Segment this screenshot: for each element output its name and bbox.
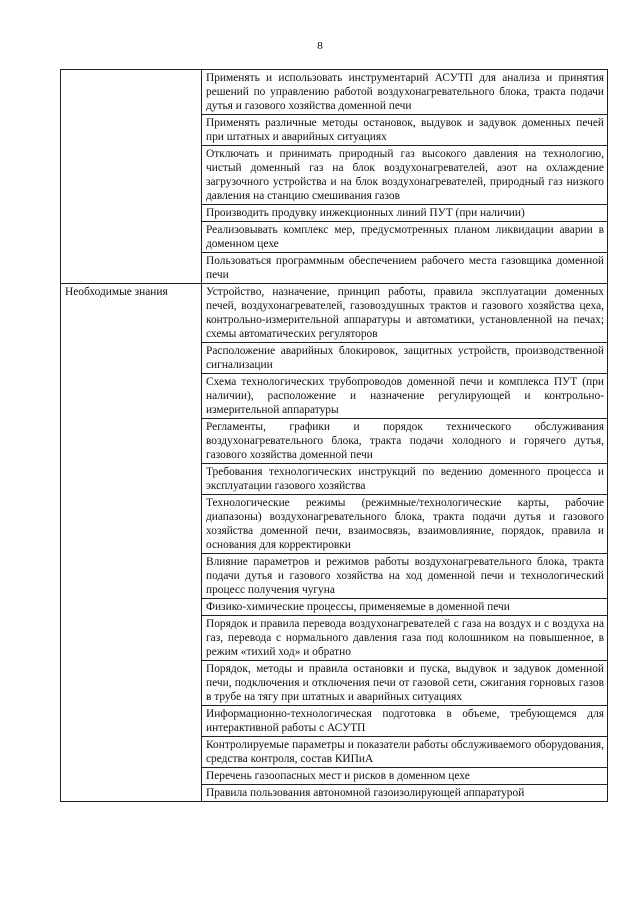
- page-number: 8: [317, 40, 323, 52]
- knowledge-item: Технологические режимы (режимные/технологические карты, рабочие диапазоны) воздухонагревательного блока, тракта подачи дутья и газового хозяйства доменной печи, взаимосвязь, взаимовлияние, порядок, правила и основания для корректировки: [202, 495, 608, 554]
- skills-label-cell: [61, 70, 202, 284]
- knowledge-item: Контролируемые параметры и показатели работы обслуживаемого оборудования, средства контроля, состав КИПиА: [202, 737, 608, 768]
- knowledge-item: Перечень газоопасных мест и рисков в доменном цехе: [202, 768, 608, 785]
- knowledge-item: Устройство, назначение, принцип работы, правила эксплуатации доменных печей, воздухонагревателей, газовоздушных трактов и газового хозяйства цеха, контрольно-измерительной аппаратуры и автоматики, установленной на печах; схемы автоматических регуляторов: [202, 284, 608, 343]
- knowledge-label: Необходимые знания: [61, 284, 202, 802]
- knowledge-item: Информационно-технологическая подготовка в объеме, требующемся для интерактивной работы с АСУТП: [202, 706, 608, 737]
- knowledge-item: Схема технологических трубопроводов доменной печи и комплекса ПУТ (при наличии), расположение и назначение регулирующей и контрольно-измерительной аппаратуры: [202, 374, 608, 419]
- knowledge-item: Правила пользования автономной газоизолирующей аппаратурой: [202, 785, 608, 802]
- skill-item: Применять и использовать инструментарий АСУТП для анализа и принятия решений по управлению работой воздухонагревательного блока, тракта подачи дутья и газового хозяйства доменной печи: [202, 70, 608, 115]
- skill-item: Реализовывать комплекс мер, предусмотренных планом ликвидации аварии в доменном цехе: [202, 222, 608, 253]
- table-row: [61, 284, 608, 343]
- knowledge-item: Порядок и правила перевода воздухонагревателей с газа на воздух и с воздуха на газ, перевода с нормального давления газа под колошником на повышенное, в режим «тихий ход» и обратно: [202, 616, 608, 661]
- competency-table: [60, 69, 608, 802]
- knowledge-item: Порядок, методы и правила остановки и пуска, выдувок и задувок доменной печи, подключения и отключения печи от газовой сети, сжигания горновых газов в трубе на тягу при штатных и аварийных ситуациях: [202, 661, 608, 706]
- skill-item: Пользоваться программным обеспечением рабочего места газовщика доменной печи: [202, 253, 608, 284]
- skill-item: Отключать и принимать природный газ высокого давления на технологию, чистый доменный газ на блок воздухонагревателей, азот на охлаждение загрузочного устройства и на блок воздухонагревателей, природный газ низкого давления на станцию смешивания газов: [202, 146, 608, 205]
- knowledge-item: Регламенты, графики и порядок технического обслуживания воздухонагревательного блока, тракта подачи холодного и горячего дутья, газового хозяйства доменной печи: [202, 419, 608, 464]
- knowledge-item: Влияние параметров и режимов работы воздухонагревательного блока, тракта подачи дутья и газового хозяйства на ход доменной печи и технологический процесс получения чугуна: [202, 554, 608, 599]
- skill-item: Применять различные методы остановок, выдувок и задувок доменных печей при штатных и аварийных ситуациях: [202, 115, 608, 146]
- table-row: [61, 70, 608, 115]
- skill-item: Производить продувку инжекционных линий ПУТ (при наличии): [202, 205, 608, 222]
- knowledge-item: Расположение аварийных блокировок, защитных устройств, производственной сигнализации: [202, 343, 608, 374]
- knowledge-item: Физико-химические процессы, применяемые в доменной печи: [202, 599, 608, 616]
- knowledge-item: Требования технологических инструкций по ведению доменного процесса и эксплуатации газового хозяйства: [202, 464, 608, 495]
